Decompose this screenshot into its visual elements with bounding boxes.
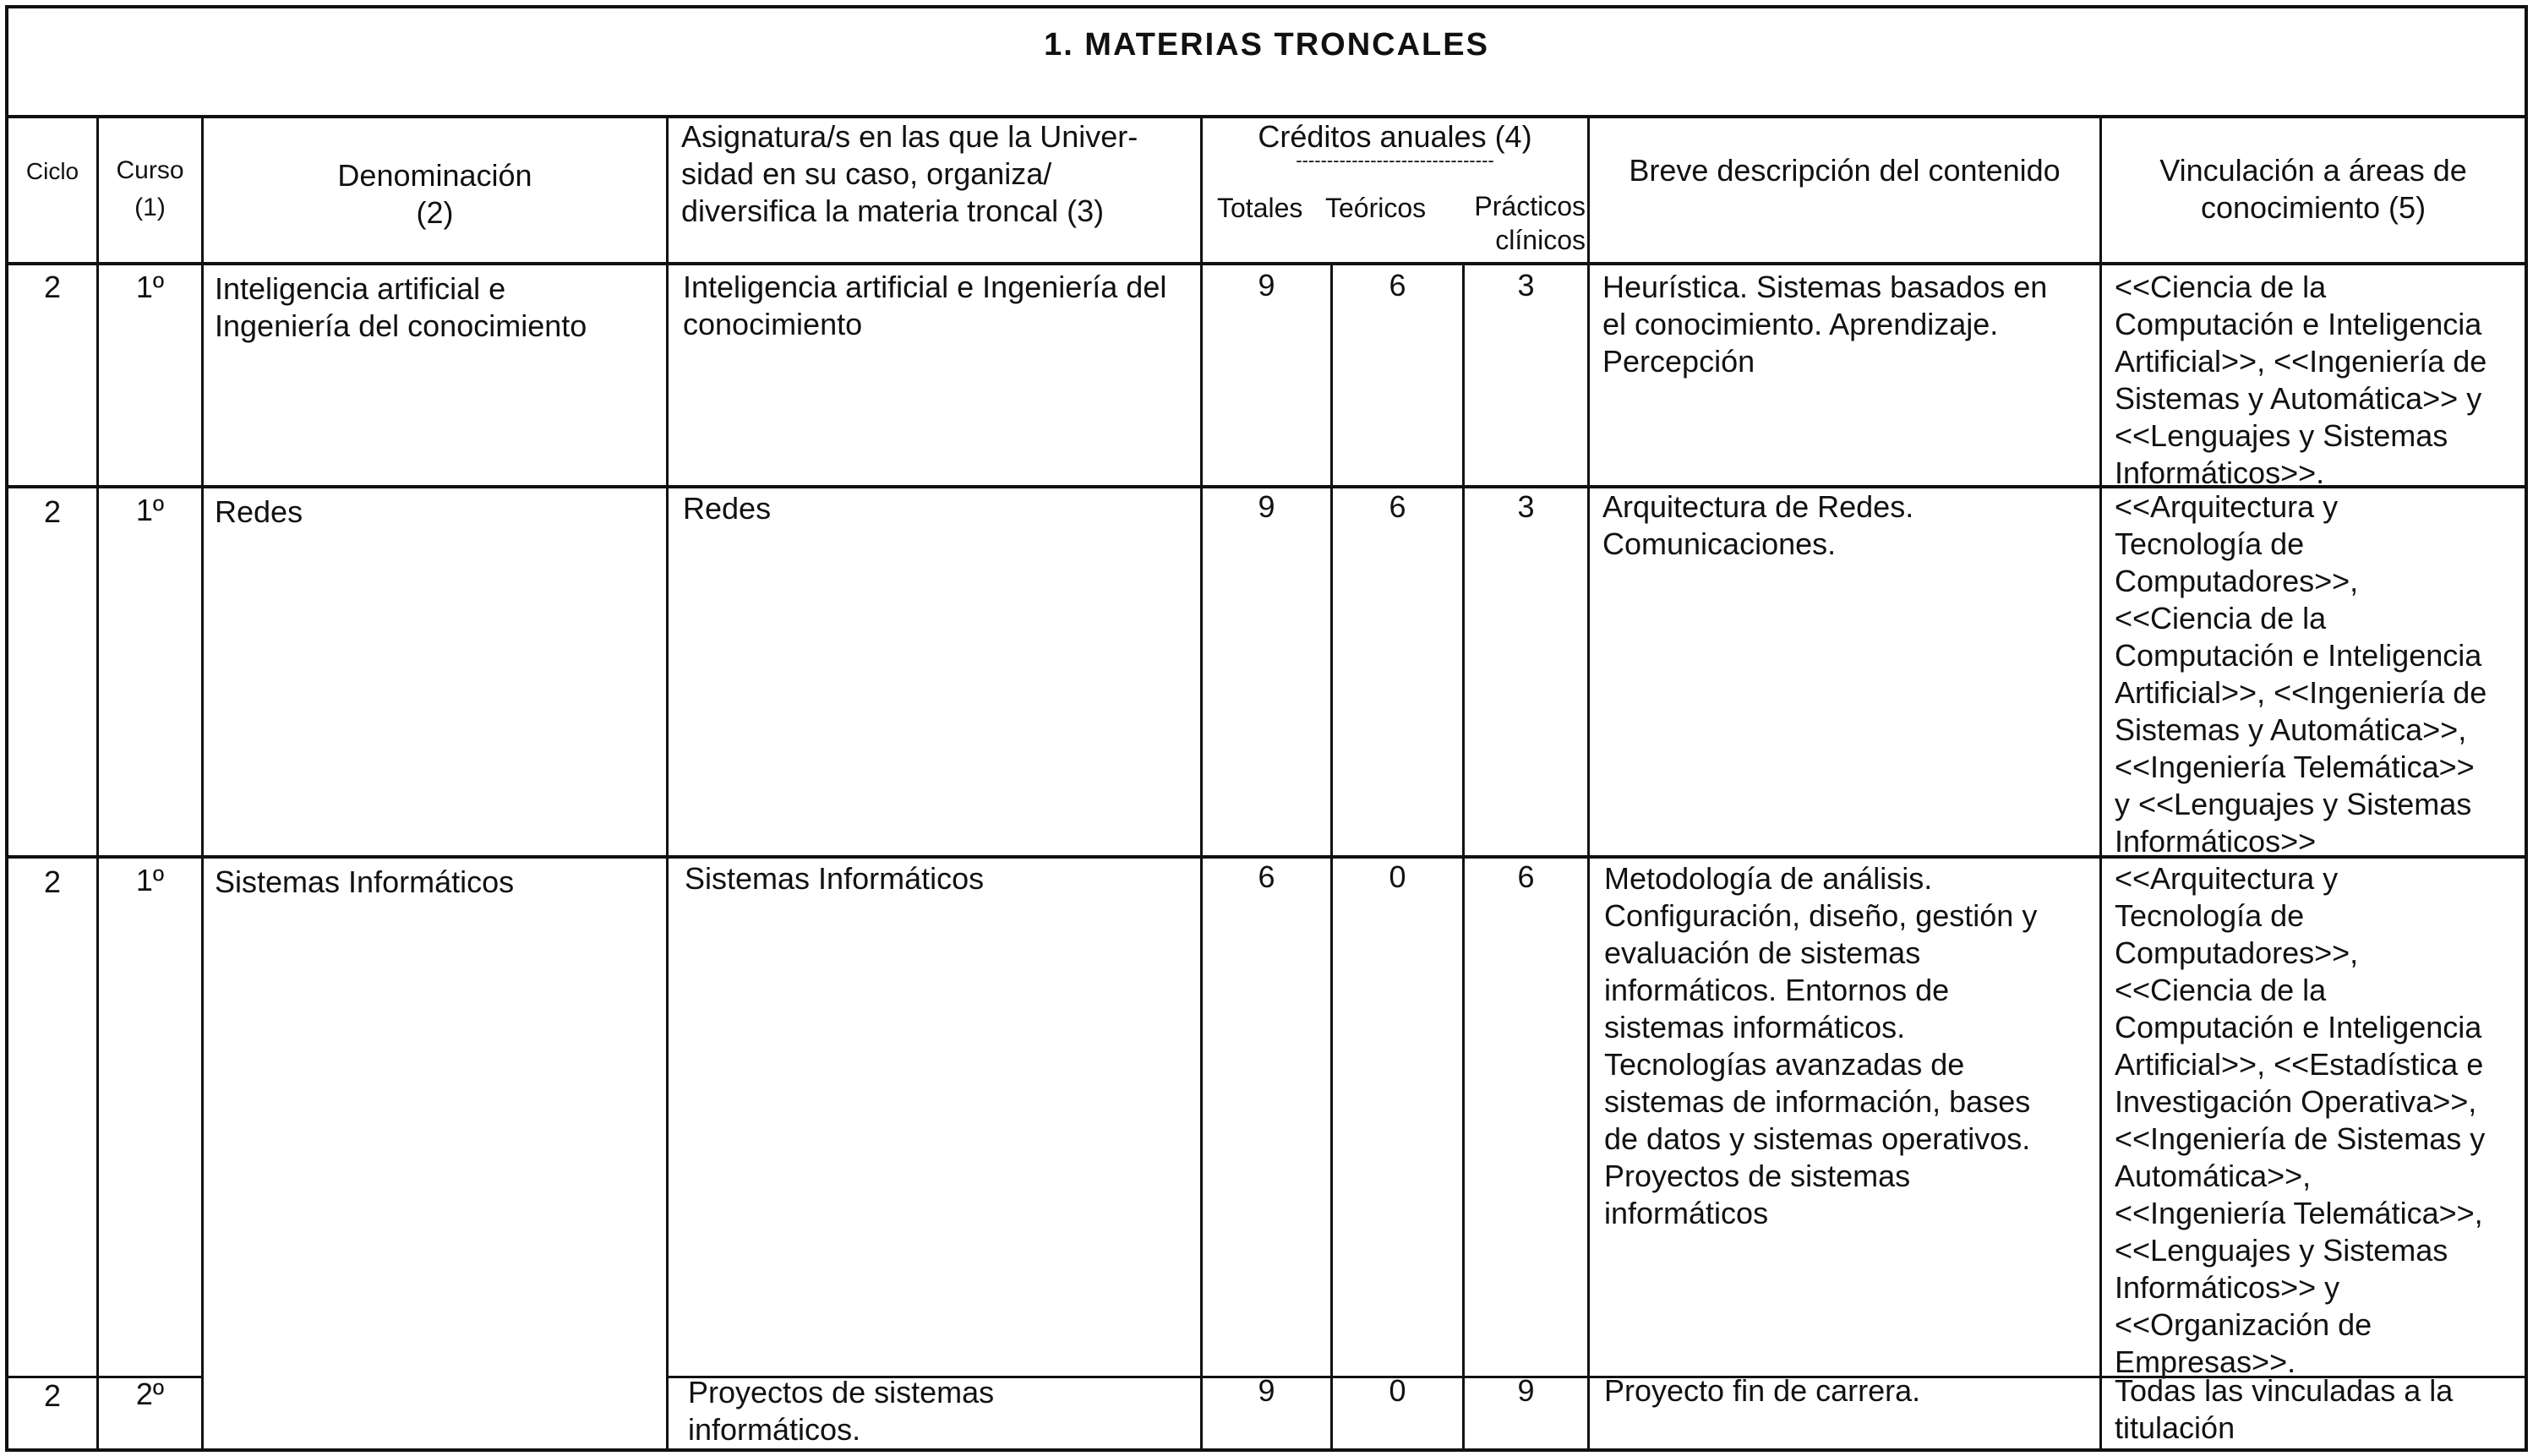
document-title: 1. MATERIAS TRONCALES (1044, 27, 1489, 63)
cell-curso: 1º (135, 863, 165, 897)
cell-descripcion: Heurística. Sistemas basados en el conocimiento. Aprendizaje. Percepción (1602, 270, 2048, 379)
header-creditos: Créditos anuales (4) (1258, 119, 1532, 154)
cell-curso: 1º (135, 270, 165, 304)
cell-vinculacion: <<Arquitectura y Tecnología de Computadores>>, <<Ciencia de la Computación e Inteligencia Artificial>>, <<Estadística e Investigación Operativa>>, <<Ingeniería de Sistemas y Automática>>, <<Ingeniería Telemática>>, <<Lenguajes y Sistemas Informáticos>> y <<Organización de Empresas>>. (2115, 861, 2486, 1379)
cell-curso: 1º (135, 493, 165, 527)
cell-totales: 9 (1258, 489, 1275, 524)
table-border-left (5, 5, 8, 1452)
col-rule-totales (1330, 262, 1333, 1452)
col-rule-teoricos (1462, 262, 1465, 1452)
cell-practicos: 6 (1517, 859, 1535, 894)
col-rule-descripcion (2099, 115, 2102, 1452)
col-rule-ciclo (96, 115, 99, 1452)
cell-asignatura: Inteligencia artificial e Ingeniería del conocimiento (683, 270, 1167, 341)
header-ciclo: Ciclo (25, 158, 79, 184)
header-practicos: Prácticos clínicos (1474, 191, 1586, 255)
cell-denominacion: Inteligencia artificial e Ingeniería del conocimiento (215, 271, 587, 343)
cell-totales: 6 (1258, 859, 1275, 894)
cell-teoricos: 0 (1389, 1373, 1406, 1408)
cell-teoricos: 0 (1389, 859, 1406, 894)
cell-descripcion: Arquitectura de Redes. Comunicaciones. (1602, 489, 1914, 561)
header-totales: Totales (1217, 193, 1303, 223)
cell-practicos: 3 (1517, 268, 1535, 303)
table-border-right (2525, 5, 2528, 1452)
table-border-bottom (5, 1448, 2528, 1452)
cell-ciclo: 2 (43, 864, 62, 899)
cell-totales: 9 (1258, 268, 1275, 303)
cell-asignatura: Proyectos de sistemas informáticos. (688, 1375, 995, 1447)
col-rule-practicos (1587, 115, 1590, 1452)
cell-descripcion: Metodología de análisis. Configuración, diseño, gestión y evaluación de sistemas informáticos. Entornos de sistemas informáticos. Tecnologías avanzadas de sistemas de información, bases de datos y sistemas operativos. Proyectos de sistemas informáticos (1604, 861, 2038, 1230)
cell-ciclo: 2 (43, 494, 62, 529)
cell-curso: 2º (135, 1377, 165, 1411)
col-rule-curso (201, 115, 204, 1452)
cell-ciclo: 2 (43, 270, 62, 304)
header-vinculacion: Vinculación a áreas de conocimiento (5) (2159, 153, 2467, 225)
cell-teoricos: 6 (1389, 489, 1406, 524)
col-rule-asignatura (1200, 115, 1203, 1452)
cell-asignatura: Sistemas Informáticos (685, 861, 985, 896)
header-teoricos: Teóricos (1325, 193, 1427, 223)
header-denominacion: Denominación (2) (337, 158, 532, 230)
table-border-top (5, 5, 2528, 8)
header-creditos-rule: -------------------------------- (1296, 150, 1494, 171)
cell-vinculacion: Todas las vinculadas a la titulación (2115, 1373, 2454, 1445)
cell-asignatura: Redes (683, 491, 772, 526)
rule-below-header (5, 262, 2528, 265)
cell-vinculacion: <<Ciencia de la Computación e Inteligencia Artificial>>, <<Ingeniería de Sistemas y Automática>> y <<Lenguajes y Sistemas Informáticos>>. (2115, 270, 2487, 490)
header-curso: Curso (1) (116, 156, 184, 221)
cell-practicos: 9 (1517, 1373, 1535, 1408)
cell-practicos: 3 (1517, 489, 1535, 524)
cell-totales: 9 (1258, 1373, 1275, 1408)
cell-denominacion: Sistemas Informáticos (215, 864, 515, 899)
cell-denominacion: Redes (215, 494, 303, 529)
cell-ciclo: 2 (43, 1378, 62, 1413)
cell-vinculacion: <<Arquitectura y Tecnología de Computadores>>, <<Ciencia de la Computación e Inteligencia Artificial>>, <<Ingeniería de Sistemas y Automática>>, <<Ingeniería Telemática>> y <<Lenguajes y Sistemas Informáticos>> (2115, 489, 2487, 859)
header-asignatura: Asignatura/s en las que la Univer- sidad en su caso, organiza/ diversifica la materia troncal (3) (681, 119, 1138, 228)
cell-teoricos: 6 (1389, 268, 1406, 303)
cell-descripcion: Proyecto fin de carrera. (1604, 1373, 1921, 1408)
header-descripcion: Breve descripción del contenido (1629, 153, 2061, 188)
col-rule-denominacion (666, 115, 669, 1452)
